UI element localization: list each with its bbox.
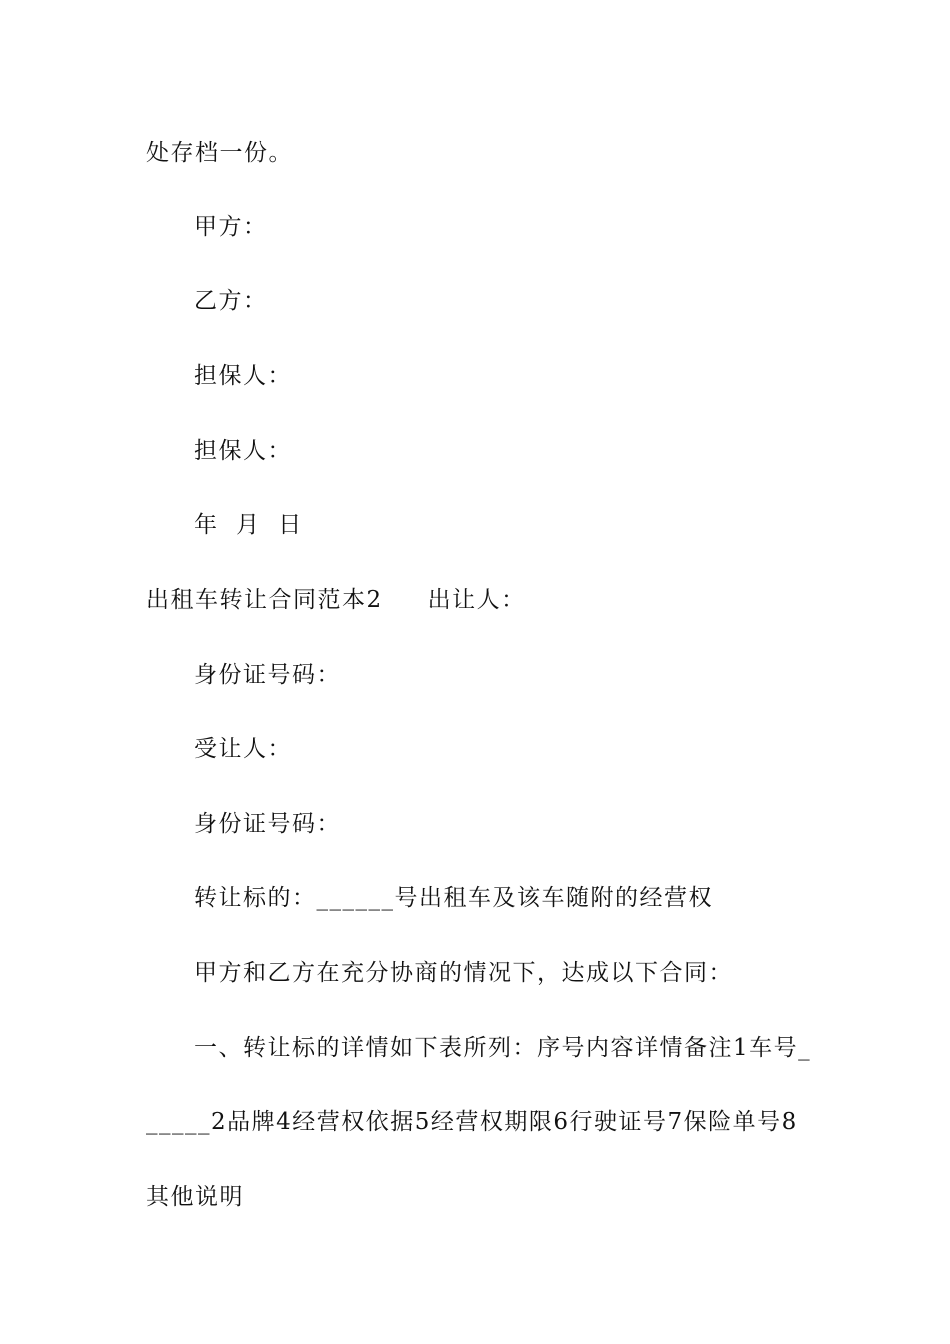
- paragraph-archive: 处存档一份。: [146, 140, 293, 166]
- id-number-label-2: 身份证号码：: [194, 811, 341, 837]
- date-line: 年 月 日: [194, 512, 303, 538]
- agreement-intro: 甲方和乙方在充分协商的情况下，达成以下合同：: [194, 960, 733, 986]
- contract-title-line: [146, 585, 826, 615]
- id-number-label-1: 身份证号码：: [194, 662, 341, 688]
- transferor-label: 出让人：: [427, 587, 526, 613]
- clause-one-line-1: 一、转让标的详情如下表所列：序号内容详情备注1车号_: [194, 1035, 812, 1061]
- clause-one-line-2: _____2品牌4经营权依据5经营权期限6行驶证号7保险单号8: [146, 1109, 798, 1135]
- clause-one-line-3: 其他说明: [146, 1184, 244, 1210]
- transfer-subject-line: 转让标的：______号出租车及该车随附的经营权: [194, 885, 713, 911]
- guarantor-label-2: 担保人：: [194, 438, 292, 464]
- guarantor-label-1: 担保人：: [194, 363, 292, 389]
- contract-title: 出租车转让合同范本2: [146, 587, 383, 613]
- party-a-label: 甲方：: [194, 214, 268, 240]
- transferee-label: 受让人：: [194, 736, 292, 762]
- party-b-label: 乙方：: [194, 288, 268, 314]
